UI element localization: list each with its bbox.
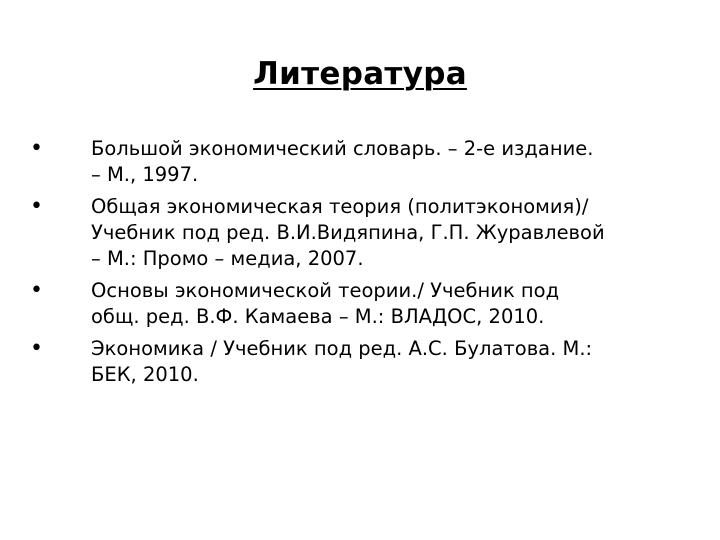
slide-title: Литература xyxy=(253,56,467,92)
bullet-icon: • xyxy=(30,278,43,303)
list-item-line: Большой экономический словарь. – 2-е издание. xyxy=(91,137,594,160)
list-item-line: – М.: Промо – медиа, 2007. xyxy=(91,247,364,270)
list-item-line: – М., 1997. xyxy=(91,163,199,186)
list-item xyxy=(30,136,690,188)
bullet-icon: • xyxy=(30,194,43,219)
list-item xyxy=(30,194,690,272)
list-item xyxy=(30,336,690,388)
list-item-line: Основы экономической теории./ Учебник под xyxy=(91,279,560,302)
list-item-line: Учебник под ред. В.И.Видяпина, Г.П. Журавлевой xyxy=(91,221,605,244)
list-item-line: БЕК, 2010. xyxy=(91,363,199,386)
list-item-line: Экономика / Учебник под ред. А.С. Булатова. М.: xyxy=(91,337,593,360)
bullet-icon: • xyxy=(30,136,43,161)
list-item xyxy=(30,278,690,330)
list-item-line: Общая экономическая теория (политэкономия)/ xyxy=(91,195,589,218)
bibliography-list xyxy=(30,136,690,394)
bullet-icon: • xyxy=(30,336,43,361)
list-item-line: общ. ред. В.Ф. Камаева – М.: ВЛАДОС, 2010. xyxy=(91,305,545,328)
